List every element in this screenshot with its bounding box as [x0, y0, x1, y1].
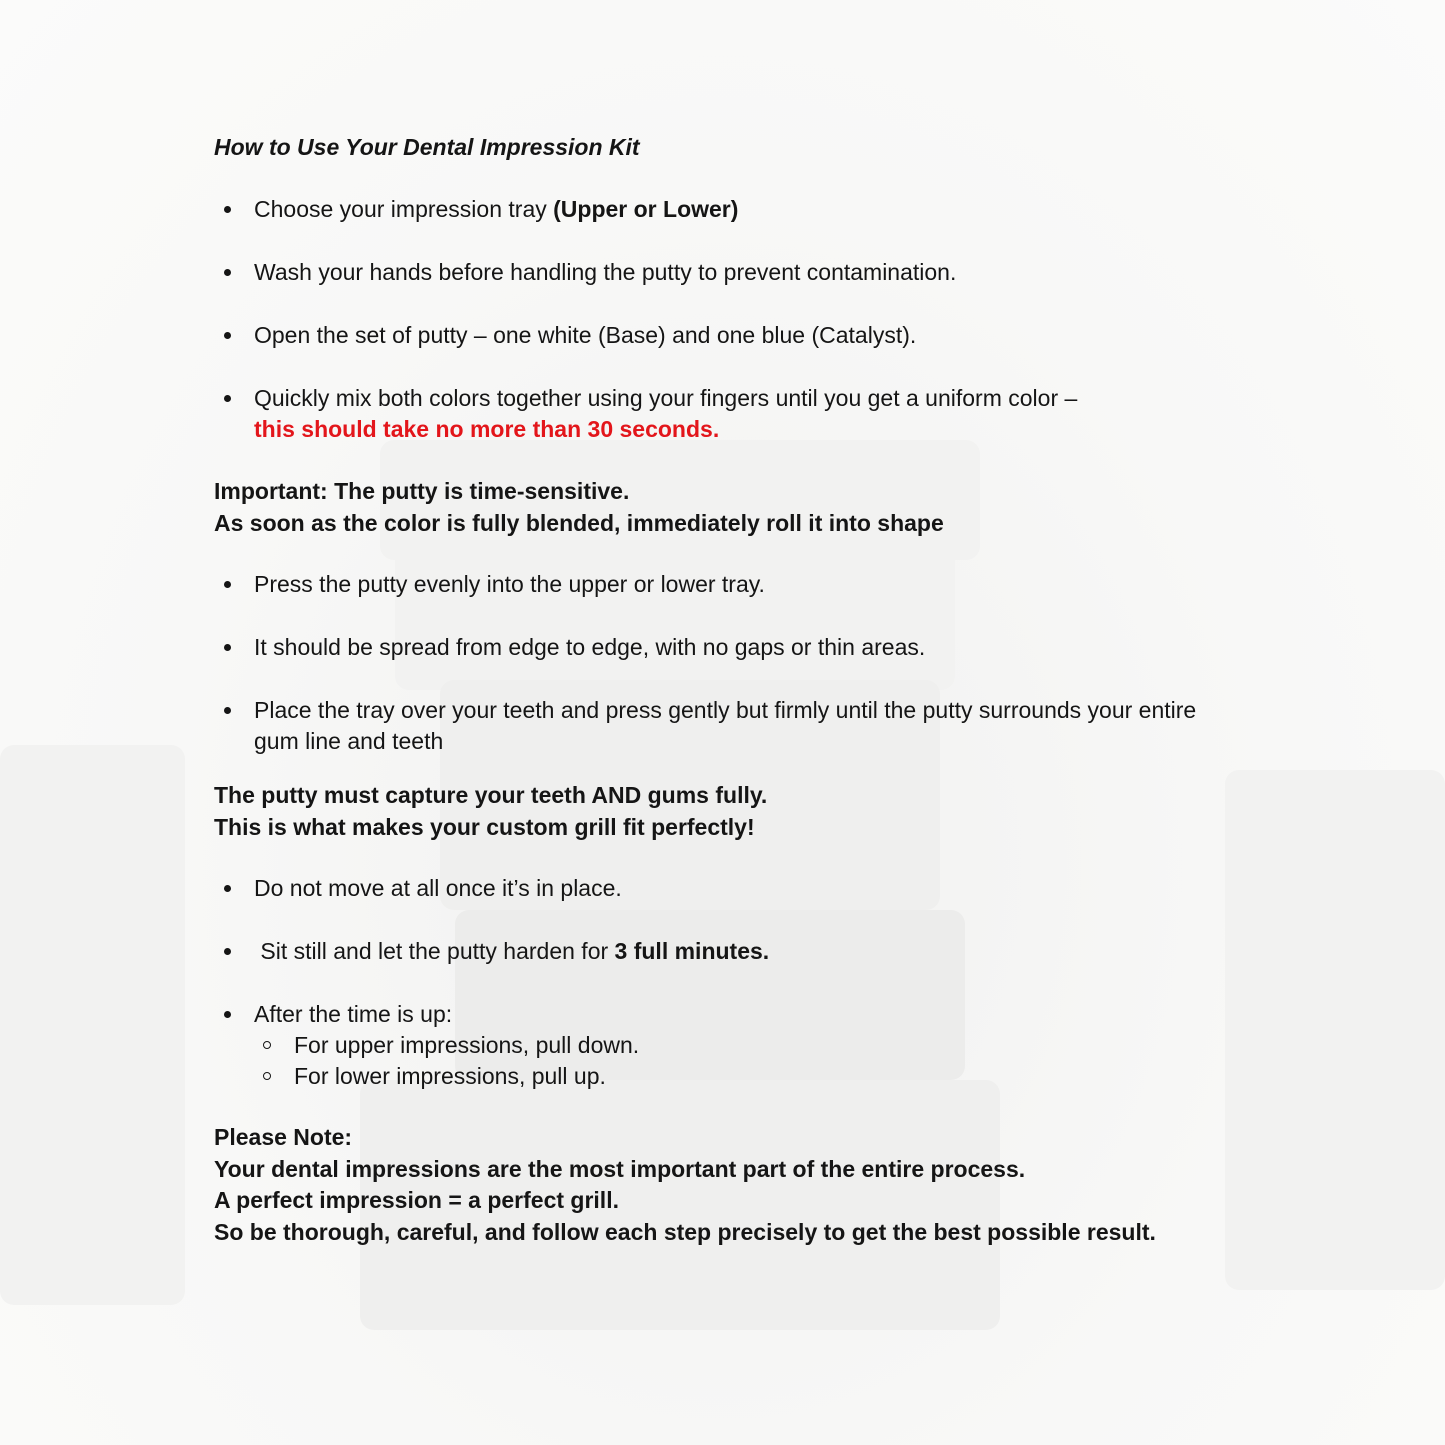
step-place-tray: Place the tray over your teeth and press gently but firmly until the putty surrounds your entire gum line and teeth — [214, 695, 1244, 757]
step-mix-putty: Quickly mix both colors together using your fingers until you get a uniform color – this should take no more than 30 seconds. — [214, 383, 1244, 445]
step-spread-putty: It should be spread from edge to edge, with no gaps or thin areas. — [214, 632, 1244, 663]
step-open-putty: Open the set of putty – one white (Base) and one blue (Catalyst). — [214, 320, 1244, 351]
tray-options: (Upper or Lower) — [553, 196, 739, 222]
important-notice: Important: The putty is time-sensitive. As soon as the color is fully blended, immediately roll it into shape — [214, 478, 944, 536]
step-harden: Sit still and let the putty harden for 3 full minutes. — [214, 936, 1244, 967]
step-remove-tray: After the time is up: For upper impressions, pull down. For lower impressions, pull up. — [214, 999, 1244, 1092]
instructions-document — [214, 131, 1244, 1248]
document-title: How to Use Your Dental Impression Kit — [214, 134, 640, 160]
removal-sublist — [254, 1030, 1244, 1092]
steps-list-set — [214, 873, 1244, 1092]
step-wash-hands: Wash your hands before handling the putty to prevent contamination. — [214, 257, 1244, 288]
step-do-not-move: Do not move at all once it’s in place. — [214, 873, 1244, 904]
steps-list-tray — [214, 569, 1244, 757]
step-choose-tray: Choose your impression tray (Upper or Lower) — [214, 194, 1244, 225]
step-press-putty: Press the putty evenly into the upper or lower tray. — [214, 569, 1244, 600]
note-heading: Please Note: — [214, 1124, 353, 1150]
sub-step-upper: For upper impressions, pull down. — [254, 1030, 1244, 1061]
please-note: Please Note: Your dental impressions are the most important part of the entire process. A perfect impression = a perfect grill. So be thorough, careful, and follow each step precisely to get the best possible result. — [214, 1122, 1244, 1248]
sub-step-lower: For lower impressions, pull up. — [254, 1061, 1244, 1092]
capture-notice: The putty must capture your teeth AND gums fully. This is what makes your custom grill fit perfectly! — [214, 782, 768, 840]
harden-duration: 3 full minutes. — [614, 938, 770, 964]
time-warning: this should take no more than 30 seconds. — [254, 416, 720, 442]
steps-list-prep — [214, 194, 1244, 445]
